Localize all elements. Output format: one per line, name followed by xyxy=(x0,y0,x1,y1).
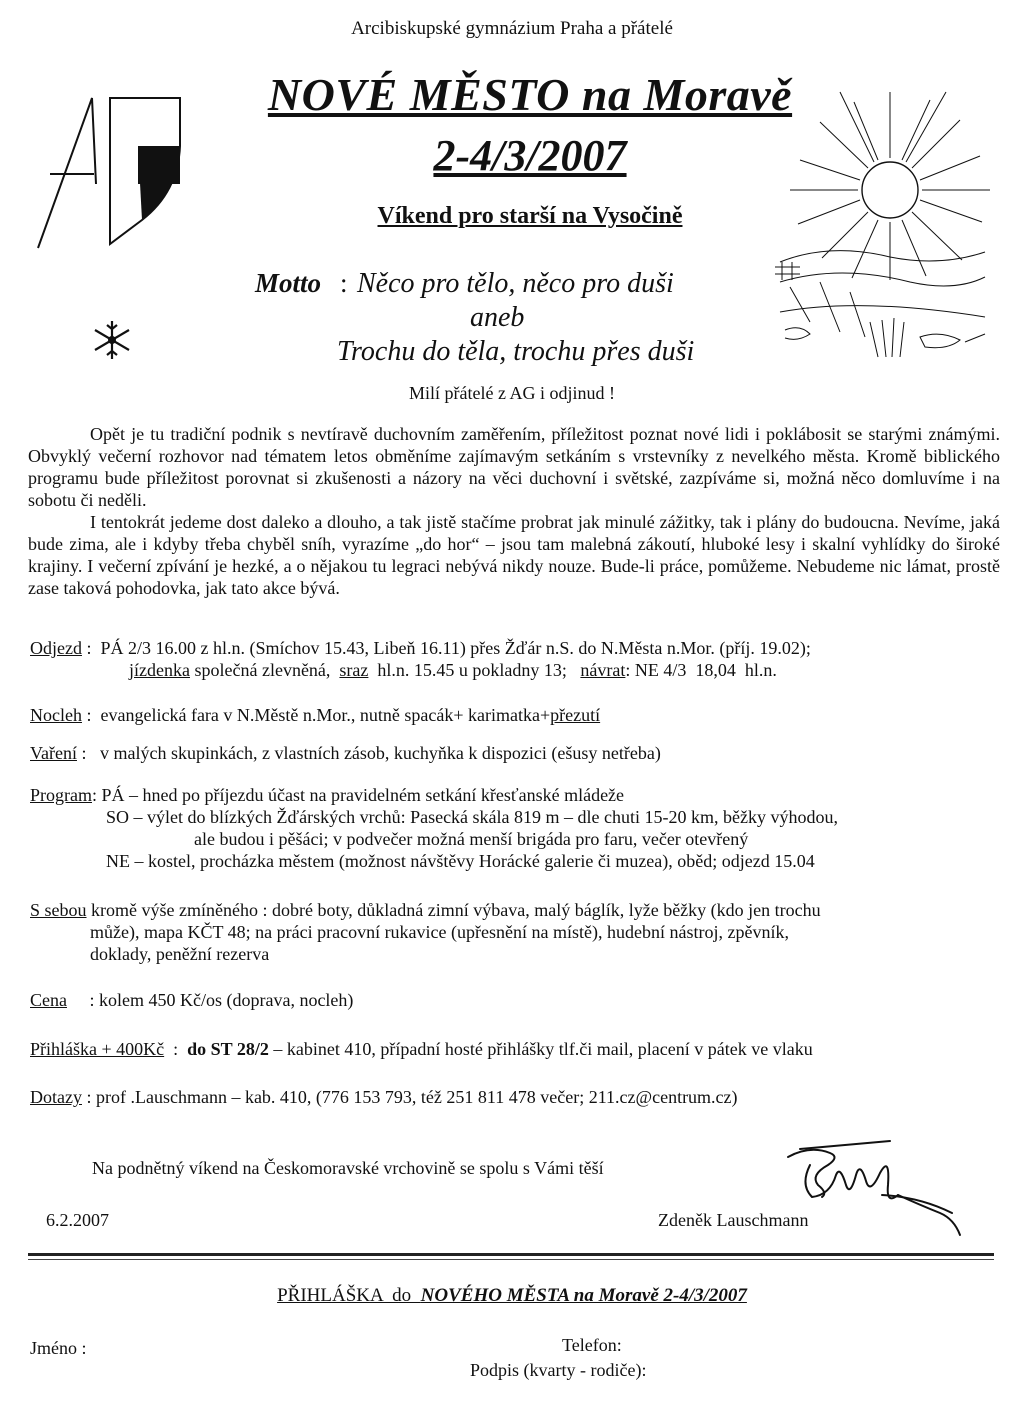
meet-text: hl.n. 15.45 u pokladny 13; xyxy=(368,660,581,680)
name-label: Jméno : xyxy=(30,1338,87,1358)
registration-text: – kabinet 410, případní hosté přihlášky tlf.či mail, placení v pátek ve vlaku xyxy=(268,1039,813,1059)
program-label: Program xyxy=(30,785,92,805)
packing-line-3: doklady, peněžní rezerva xyxy=(90,944,270,964)
packing-section xyxy=(30,899,1010,965)
application-title xyxy=(0,1285,1024,1307)
divider-thin xyxy=(28,1259,994,1260)
cooking-text: v malých skupinkách, z vlastních zásob, kuchyňka k dispozici (ešusy netřeba) xyxy=(100,743,661,763)
document-date: 6.2.2007 xyxy=(46,1210,109,1230)
departure-label: Odjezd xyxy=(30,638,82,658)
departure-line-1: PÁ 2/3 16.00 z hl.n. (Smíchov 15.43, Libeň 16.11) přes Žďár n.S. do N.Města n.Mor. (příj. 19.02); xyxy=(100,638,811,658)
registration-section xyxy=(30,1038,1010,1060)
registration-label: Přihláška + 400Kč xyxy=(30,1039,165,1059)
snowflake-icon xyxy=(90,318,134,362)
divider-thick xyxy=(28,1253,994,1256)
motto-colon: : xyxy=(340,268,348,298)
ag-logo xyxy=(30,96,200,256)
application-title-prefix: PŘIHLÁŠKA do xyxy=(277,1285,421,1306)
accommodation-section xyxy=(30,704,1010,726)
questions-label: Dotazy xyxy=(30,1087,82,1107)
intro-text xyxy=(28,423,1000,599)
signature-name: Zdeněk Lauschmann xyxy=(658,1210,809,1230)
registration-deadline: do ST 28/2 xyxy=(187,1039,269,1059)
cooking-label: Vaření xyxy=(30,743,77,763)
signature-label: Podpis (kvarty - rodiče): xyxy=(470,1360,647,1380)
event-subtitle: Víkend pro starší na Vysočině xyxy=(377,203,683,229)
closing-line: Na podnětný víkend na Českomoravské vrchovině se spolu s Vámi těší xyxy=(92,1158,604,1178)
organizer-line: Arcibiskupské gymnázium Praha a přátelé xyxy=(351,18,673,39)
ticket-text: společná zlevněná, xyxy=(189,660,340,680)
application-title-event: NOVÉHO MĚSTA na Moravě 2-4/3/2007 xyxy=(420,1285,747,1306)
departure-section xyxy=(30,637,1010,681)
return-label: návrat xyxy=(580,660,626,680)
greeting: Milí přátelé z AG i odjinud ! xyxy=(409,383,615,403)
packing-line-1: kromě výše zmíněného : dobré boty, důkladná zimní výbava, malý báglík, lyže běžky (kdo jen trochu xyxy=(86,900,821,920)
sun-landscape-illustration xyxy=(770,82,1000,372)
accommodation-sep: : xyxy=(81,705,101,725)
program-section xyxy=(30,784,1010,872)
motto-line-2: aneb xyxy=(470,302,525,333)
program-sunday: NE – kostel, procházka městem (možnost návštěvy Horácké galerie či muzea), oběd; odjezd 15.04 xyxy=(106,851,815,871)
registration-colon: : xyxy=(164,1039,188,1059)
program-saturday-1: SO – výlet do blízkých Žďárských vrchů: Pasecká skála 819 m – dle chuti 15-20 km, běžky výhodou, xyxy=(106,807,838,827)
event-title: NOVÉ MĚSTO na Moravě xyxy=(267,69,793,120)
event-dates: 2-4/3/2007 xyxy=(433,131,627,180)
program-friday: PÁ – hned po příjezdu účast na pravidelném setkání křesťanské mládeže xyxy=(101,785,625,805)
packing-label: S sebou xyxy=(30,900,87,920)
accommodation-text: evangelická fara v N.Městě n.Mor., nutně spacák+ karimatka+ xyxy=(100,705,551,725)
cooking-section xyxy=(30,742,1010,764)
packing-line-2: může), mapa KČT 48; na práci pracovní rukavice (upřesnění na místě), hudební nástroj, zpěvník, xyxy=(90,922,789,942)
accommodation-label: Nocleh xyxy=(30,705,82,725)
program-sep: : xyxy=(92,785,102,805)
motto-label: Motto xyxy=(255,268,322,298)
accommodation-extra: přezutí xyxy=(550,705,601,725)
program-saturday-2: ale budou i pěšáci; v podvečer možná menší brigáda pro faru, večer otevřený xyxy=(194,829,749,849)
intro-paragraph-2: I tentokrát jedeme dost daleko a dlouho, a tak jistě stačíme probrat jak minulé zážitky, tak i plány do budoucna. Nevíme, jaká bude zima, ale i kdyby třeba chyběl sníh, vyrazíme „do hor“ – jsou tam malebná zákoutí, hluboké lesy i skalní vyhlídky do široké krajiny. I večerní zpívání je hezké, a o nějakou tu legraci nebývá nikdy nouze. Bude-li práce, pomůžeme. Nebudeme nic lámat, prostě zase taková pohodovka, jak tato akce bývá. xyxy=(28,512,1000,598)
motto-line-3: Trochu do těla, trochu přes duši xyxy=(337,336,695,367)
departure-sep: : xyxy=(81,638,101,658)
intro-paragraph-1: Opět je tu tradiční podnik s nevtíravě duchovním zaměřením, příležitost poznat nové lidi i poklábosit se starými známými. Obvyklý večerní rozhovor nad tématem letos obměníme zajímavým setkáním s vrstevníky z nevelkého města. Kromě biblického programu bude příležitost porovnat si zkušenosti a názory na věci duchovní i světské, zazpíváme si, možná něco domluvíme i na sobotu či neděli. xyxy=(28,424,1000,510)
questions-section xyxy=(30,1086,1010,1108)
return-text: : NE 4/3 18,04 hl.n. xyxy=(625,660,777,680)
questions-text: : prof .Lauschmann – kab. 410, (776 153 793, též 251 811 478 večer; 211.cz@centrum.cz) xyxy=(81,1087,738,1107)
handwritten-signature xyxy=(770,1135,970,1245)
cooking-sep: : xyxy=(76,743,100,763)
phone-label: Telefon: xyxy=(562,1335,622,1355)
price-section xyxy=(30,989,1010,1011)
price-label: Cena xyxy=(30,990,67,1010)
ticket-label: jízdenka xyxy=(129,660,190,680)
motto-line-1: Něco pro tělo, něco pro duši xyxy=(357,268,674,299)
price-text: : kolem 450 Kč/os (doprava, nocleh) xyxy=(66,990,354,1010)
meet-label: sraz xyxy=(339,660,369,680)
